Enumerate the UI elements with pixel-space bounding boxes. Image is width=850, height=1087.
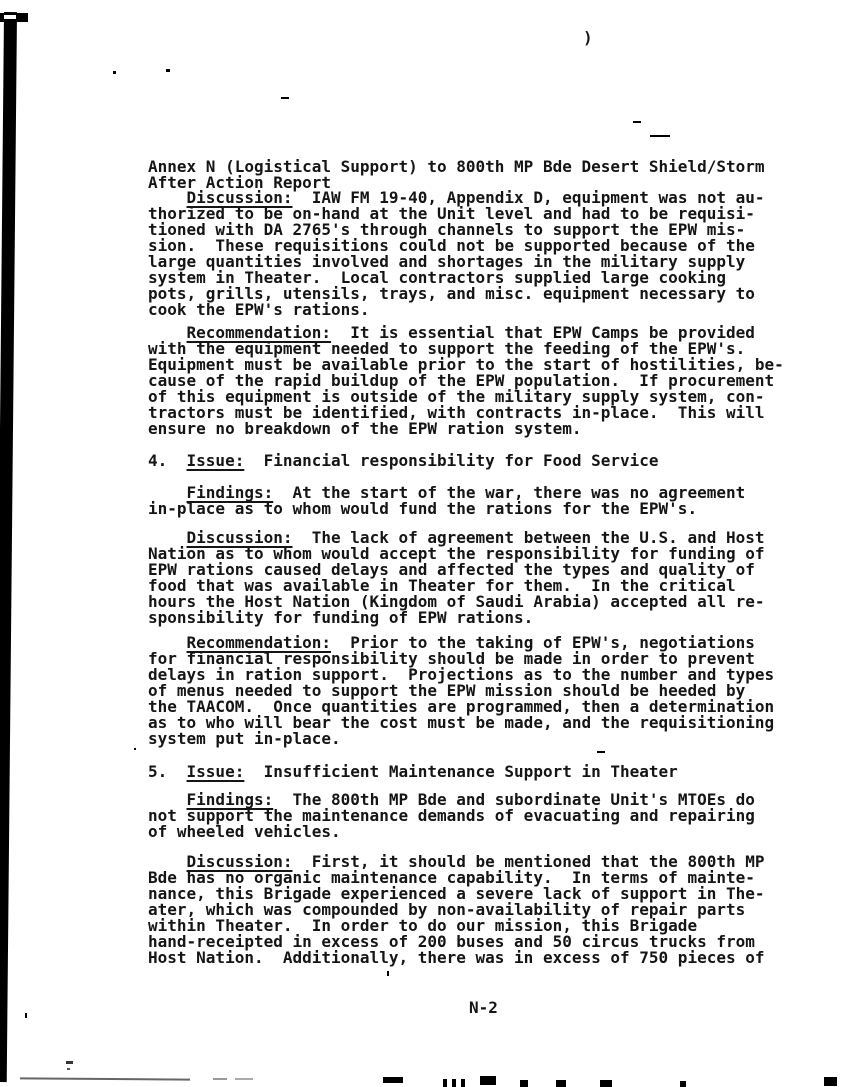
scan-artifact <box>443 1079 447 1087</box>
paragraph-label: Discussion: <box>186 188 293 207</box>
heading-number: 5. <box>148 762 187 781</box>
scan-artifact <box>20 1077 190 1080</box>
paragraph-lines: Nation as to whom would accept the responsibility for funding of EPW rations caused delays and affected the types and quality of food that was available in Theater for them. In the critical hours the Host Nation (Kingdom of Saudi Arabia) accepted all re- sponsibility for funding of EPW rations. <box>148 544 765 627</box>
heading-label: Issue: <box>186 762 245 781</box>
scan-artifact <box>461 1079 465 1087</box>
scan-artifact <box>281 97 289 99</box>
paragraph-label: Findings: <box>186 790 274 809</box>
scan-artifact <box>824 1077 837 1086</box>
scan-artifact <box>213 1078 227 1080</box>
scan-artifact <box>235 1078 253 1080</box>
issue-heading-4 <box>148 453 659 469</box>
scan-artifact <box>166 69 170 72</box>
document-title-lines: Annex N (Logistical Support) to 800th MP Bde Desert Shield/Storm After Action Report <box>148 157 765 192</box>
scan-artifact <box>387 971 389 976</box>
paragraph-label: Recommendation: <box>186 323 332 342</box>
scan-artifact <box>597 751 605 753</box>
paragraph-lines: in-place as to whom would fund the rations for the EPW's. <box>148 499 698 518</box>
findings-paragraph-issue-4 <box>148 485 745 517</box>
scan-artifact <box>66 1061 73 1064</box>
findings-paragraph-issue-5 <box>148 792 755 840</box>
paragraph-lines: for financial responsibility should be made in order to prevent delays in ration support. Projections as to the number and types of menus needed to support the EPW mission should be heeded by the TAACOM. Once quantities are programmed, then a determination as to who will bear the cost must be made, and the requisitioning system put in-place. <box>148 649 775 748</box>
paragraph-label: Findings: <box>186 483 274 502</box>
paragraph-first-line: It is essential that EPW Camps be provided <box>331 323 755 342</box>
paragraph-lines: with the equipment needed to support the feeding of the EPW's. Equipment must be available prior to the start of hostilities, be- cause of the rapid buildup of the EPW population. If procurement of this equipment is outside of the military supply system, con- tractors must be identified, with contracts in-place. This will ensure no breakdown of the EPW ration system. <box>148 339 784 438</box>
discussion-paragraph-equipment <box>148 190 765 318</box>
scan-artifact <box>25 1013 27 1018</box>
scan-artifact <box>452 1079 456 1087</box>
heading-text: Insufficient Maintenance Support in Theater <box>244 762 678 781</box>
paragraph-label: Discussion: <box>186 852 293 871</box>
recommendation-paragraph-issue-4 <box>148 635 774 747</box>
scan-artifact <box>556 1080 566 1087</box>
corner-mark: ) <box>583 28 593 47</box>
paragraph-first-line: At the start of the war, there was no agreement <box>273 483 746 502</box>
scan-artifact <box>113 71 116 74</box>
paragraph-first-line: The 800th MP Bde and subordinate Unit's MTOEs do <box>273 790 755 809</box>
scan-artifact <box>4 15 16 19</box>
scan-artifact <box>480 1076 496 1085</box>
recommendation-paragraph-equipment <box>148 325 784 437</box>
paragraph-first-line: The lack of agreement between the U.S. and Host <box>292 528 765 547</box>
discussion-paragraph-issue-5 <box>148 854 765 966</box>
discussion-paragraph-issue-4 <box>148 530 765 626</box>
scan-artifact <box>600 1080 612 1087</box>
scan-artifact <box>633 121 641 123</box>
scan-edge-bar <box>0 12 17 1082</box>
paragraph-first-line: IAW FM 19-40, Appendix D, equipment was not au- <box>292 188 765 207</box>
scan-artifact <box>67 1068 70 1070</box>
page-number: N-2 <box>469 998 498 1017</box>
paragraph-label: Recommendation: <box>186 633 332 652</box>
issue-heading-5 <box>148 764 678 780</box>
paragraph-first-line: First, it should be mentioned that the 800th MP <box>292 852 765 871</box>
paragraph-label: Discussion: <box>186 528 293 547</box>
paragraph-first-line: Prior to the taking of EPW's, negotiations <box>331 633 755 652</box>
scan-artifact <box>383 1077 403 1083</box>
paragraph-lines: Bde has no organic maintenance capability. In terms of mainte- nance, this Brigade experienced a severe lack of support in The- ater, which was compounded by non-availability of repair parts within Theater. In order to do our mission, this Brigade hand-receipted in excess of 200 buses and 50 circus trucks from Host Nation. Additionally, there was in excess of 750 pieces of <box>148 868 765 967</box>
scan-artifact <box>520 1080 528 1087</box>
scan-artifact <box>680 1081 686 1087</box>
heading-label: Issue: <box>186 451 245 470</box>
heading-number: 4. <box>148 451 187 470</box>
paragraph-lines: not support the maintenance demands of evacuating and repairing of wheeled vehicles. <box>148 806 755 841</box>
paragraph-lines: thorized to be on-hand at the Unit level and had to be requisi- tioned with DA 2765's through channels to support the EPW mis- sion. These requisitions could not be supported because of the large quantities involved and shortages in the military supply system in Theater. Local contractors supplied large cooking pots, grills, utensils, trays, and misc. equipment necessary to cook the EPW's rations. <box>148 204 755 319</box>
scan-artifact <box>134 748 136 750</box>
heading-text: Financial responsibility for Food Service <box>244 451 659 470</box>
